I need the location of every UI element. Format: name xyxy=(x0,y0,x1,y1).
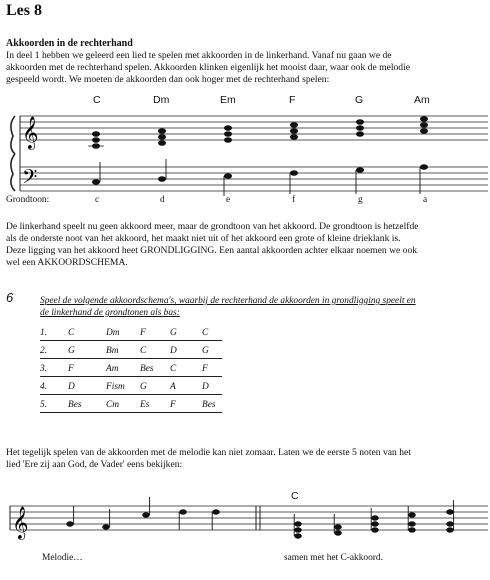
treble-clef-icon: 𝄞 xyxy=(22,116,39,149)
chord-name-dm: Dm xyxy=(153,94,170,106)
chord-name-g: G xyxy=(355,94,364,106)
melody-caption: Melodie… xyxy=(42,553,83,563)
intro-line-2: akkoorden met de rechterhand spelen. Akkoorden klinken eigenlijk het mooist daar, waar ook de melodie xyxy=(6,62,411,73)
chord-dm xyxy=(158,128,166,146)
root-f: f xyxy=(292,195,296,205)
melody-staff xyxy=(0,496,490,546)
treble-staff xyxy=(20,116,488,140)
root-g: g xyxy=(358,195,363,205)
schema-row: 5. Bes Cm Es F Bes xyxy=(40,400,222,413)
root-d: d xyxy=(160,195,165,205)
explanation-line-2: als de onderste noot van het akkoord, het maakt niet uit of het akkoord een grote of kleine drieklank is. xyxy=(6,233,401,244)
chord-g xyxy=(356,119,364,137)
schema-row: 1. C Dm F G C xyxy=(40,328,222,341)
chord-name-f: F xyxy=(289,94,296,106)
lesson-title: Les 8 xyxy=(6,2,42,19)
schema-row: 4. D Fism G A D xyxy=(40,382,222,395)
exercise-instruction-line-2: de linkerhand de grondtonen als bas: xyxy=(40,308,180,318)
chord-f xyxy=(290,122,298,140)
root-c: c xyxy=(95,195,100,205)
explanation-line-4: wel een AKKOORDSCHEMA. xyxy=(6,257,128,268)
root-label: Grondtoon: xyxy=(6,195,50,205)
bass-root-g xyxy=(356,167,364,194)
exercise-number: 6 xyxy=(6,290,14,305)
exercise-instruction-line-1: Speel de volgende akkoordschema's, waarbij de rechterhand de akkoorden in grondligging speelt en xyxy=(40,296,416,306)
root-a: a xyxy=(423,195,428,205)
explanation-line-3: Deze ligging van het akkoord heet GRONDLIGGING. Een aantal akkoorden achter elkaar noemen we ook xyxy=(6,245,418,256)
melody-notes xyxy=(66,497,220,530)
outro-line-2: lied 'Ere zij aan God, de Vader' eens bekijken: xyxy=(6,459,183,470)
outro-line-1: Het tegelijk spelen van de akkoorden met de melodie kan niet zomaar. Laten we de eerste 5 noten van het xyxy=(6,447,411,458)
chord-name-c: C xyxy=(93,94,101,106)
bass-clef-icon: 𝄢 xyxy=(22,165,38,193)
root-e: e xyxy=(226,195,231,205)
bass-root-d xyxy=(158,159,166,182)
chord-name-am: Am xyxy=(414,94,430,106)
melody-chord-name: C xyxy=(291,490,299,502)
schema-row: 2. G Bm C D G xyxy=(40,346,222,359)
intro-line-3: gespeeld wordt. We moeten de akkoorden dan ook hoger met de rechterhand spelen: xyxy=(6,74,330,85)
explanation-line-1: De linkerhand speelt nu geen akkoord meer, maar de grondtoon van het akkoord. De grondtoon is hetzelfde xyxy=(6,221,419,232)
chord-name-em: Em xyxy=(220,94,236,106)
chord-caption: samen met het C-akkoord. xyxy=(284,553,383,563)
treble-clef-icon: 𝄞 xyxy=(12,506,29,539)
grand-staff xyxy=(0,104,490,196)
bass-staff xyxy=(20,167,488,191)
bass-root-f xyxy=(290,170,298,194)
chord-am xyxy=(420,116,428,134)
section-heading: Akkoorden in de rechterhand xyxy=(6,38,133,49)
brace xyxy=(11,116,15,191)
intro-line-1: In deel 1 hebben we geleerd een lied te spelen met akkoorden in de linkerhand. Vanaf nu gaan we de xyxy=(6,50,392,61)
chord-em xyxy=(224,125,232,143)
schema-row: 3. F Am Bes C F xyxy=(40,364,222,377)
